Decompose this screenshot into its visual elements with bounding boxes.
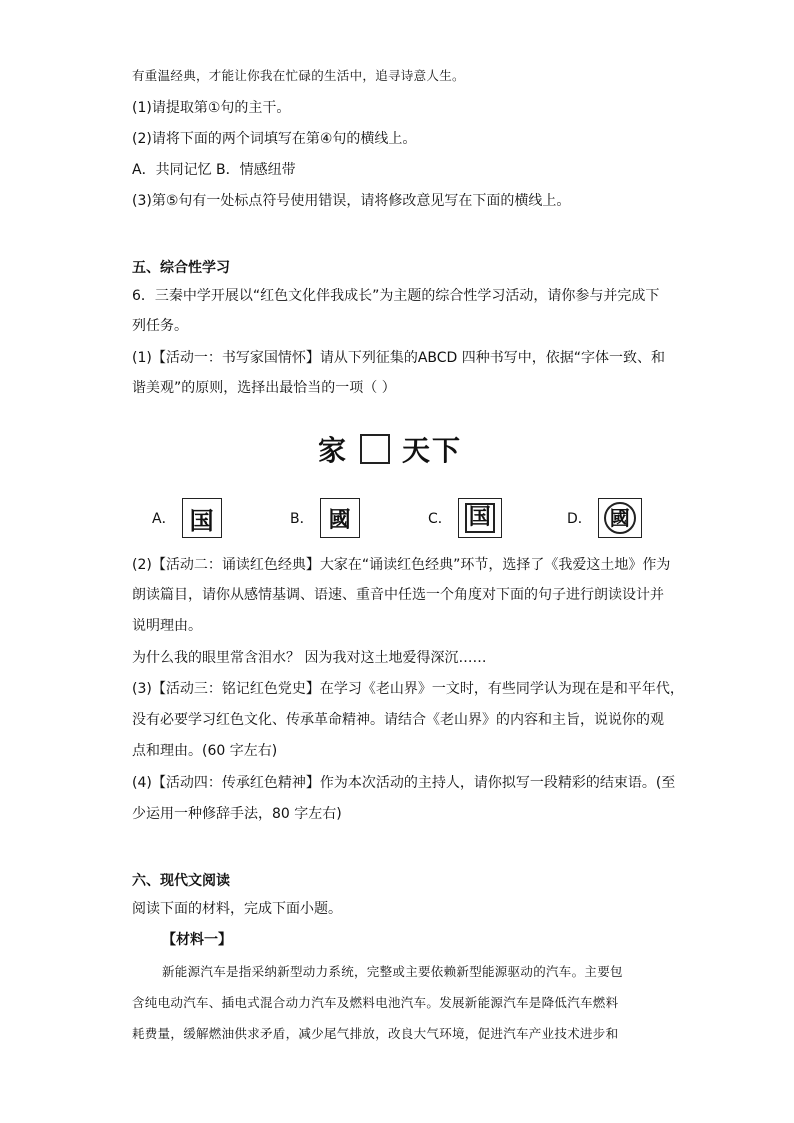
blank-box — [360, 434, 390, 464]
paragraph-line: 新能源汽车是指采纳新型动力系统，完整或主要依赖新型能源驱动的汽车。主要包 — [162, 964, 623, 979]
activity-4-cont: 少运用一种修辞手法，80 字左右) — [132, 806, 342, 822]
option-char: 国 — [465, 503, 495, 533]
activity-1-cont: 谐美观”的原则，选择出最恰当的一项（ ） — [132, 380, 396, 396]
option-char: 国 — [189, 505, 214, 535]
option-box — [320, 498, 360, 538]
material-label: 【材料一】 — [162, 932, 232, 948]
activity-2: (2)【活动二：诵读红色经典】大家在“诵读红色经典”环节，选择了《我爱这土地》作为 — [132, 557, 671, 573]
activity-2-cont: 朗读篇目，请你从感情基调、语速、重音中任选一个角度对下面的句子进行朗读设计并 — [132, 587, 664, 603]
activity-4: (4)【活动四：传承红色精神】作为本次活动的主持人，请你拟写一段精彩的结束语。(至 — [132, 775, 676, 791]
option-c — [428, 498, 502, 538]
question-6: 6．三秦中学开展以“红色文化伴我成长”为主题的综合性学习活动，请你参与并完成下 — [132, 288, 660, 304]
figure-right-chars: 天下 — [402, 434, 463, 467]
option-box — [458, 498, 502, 538]
quote-line: 为什么我的眼里常含泪水？ 因为我对这土地爱得深沉…… — [132, 650, 487, 666]
paragraph-line: 耗费量，缓解燃油供求矛盾，减少尾气排放，改良大气环境，促进汽车产业技术进步和 — [132, 1026, 619, 1041]
question-1: (1)请提取第①句的主干。 — [132, 100, 291, 116]
activity-3: (3)【活动三：铭记红色党史】在学习《老山界》一文时，有些同学认为现在是和平年代， — [132, 681, 684, 697]
option-a — [152, 498, 222, 538]
reading-intro: 阅读下面的材料，完成下面小题。 — [132, 901, 342, 917]
question-6-cont: 列任务。 — [132, 318, 188, 334]
text-line: 有重温经典，才能让你我在忙碌的生活中，追寻诗意人生。 — [132, 68, 465, 83]
option-label: B． — [290, 511, 314, 527]
activity-1: (1)【活动一：书写家国情怀】请从下列征集的ABCD 四种书写中，依据“字体一致、和 — [132, 350, 666, 366]
question-3: (3)第⑤句有一处标点符号使用错误，请将修改意见写在下面的横线上。 — [132, 193, 571, 209]
activity-3-cont: 没有必要学习红色文化、传承革命精神。请结合《老山界》的内容和主旨，说说你的观 — [132, 712, 664, 728]
option-label: A． — [152, 511, 176, 527]
activity-2-cont: 说明理由。 — [132, 618, 202, 634]
option-d — [567, 498, 642, 538]
question-2: (2)请将下面的两个词填写在第④句的横线上。 — [132, 131, 417, 147]
calligraphy-figure — [318, 429, 462, 469]
option-char: 國 — [328, 507, 351, 533]
paragraph-line: 含纯电动汽车、插电式混合动力汽车及燃料电池汽车。发展新能源汽车是降低汽车燃料 — [132, 995, 619, 1010]
section-heading: 六、现代文阅读 — [132, 873, 230, 889]
option-char: 國 — [604, 502, 636, 534]
activity-3-cont: 点和理由。(60 字左右) — [132, 743, 278, 759]
option-label: D． — [567, 511, 592, 527]
option-box — [182, 498, 222, 538]
section-heading: 五、综合性学习 — [132, 260, 230, 276]
question-2-options: A．共同记忆 B．情感纽带 — [132, 162, 296, 178]
option-label: C． — [428, 511, 452, 527]
figure-left-char: 家 — [318, 434, 349, 467]
option-box — [598, 498, 642, 538]
option-b — [290, 498, 360, 538]
